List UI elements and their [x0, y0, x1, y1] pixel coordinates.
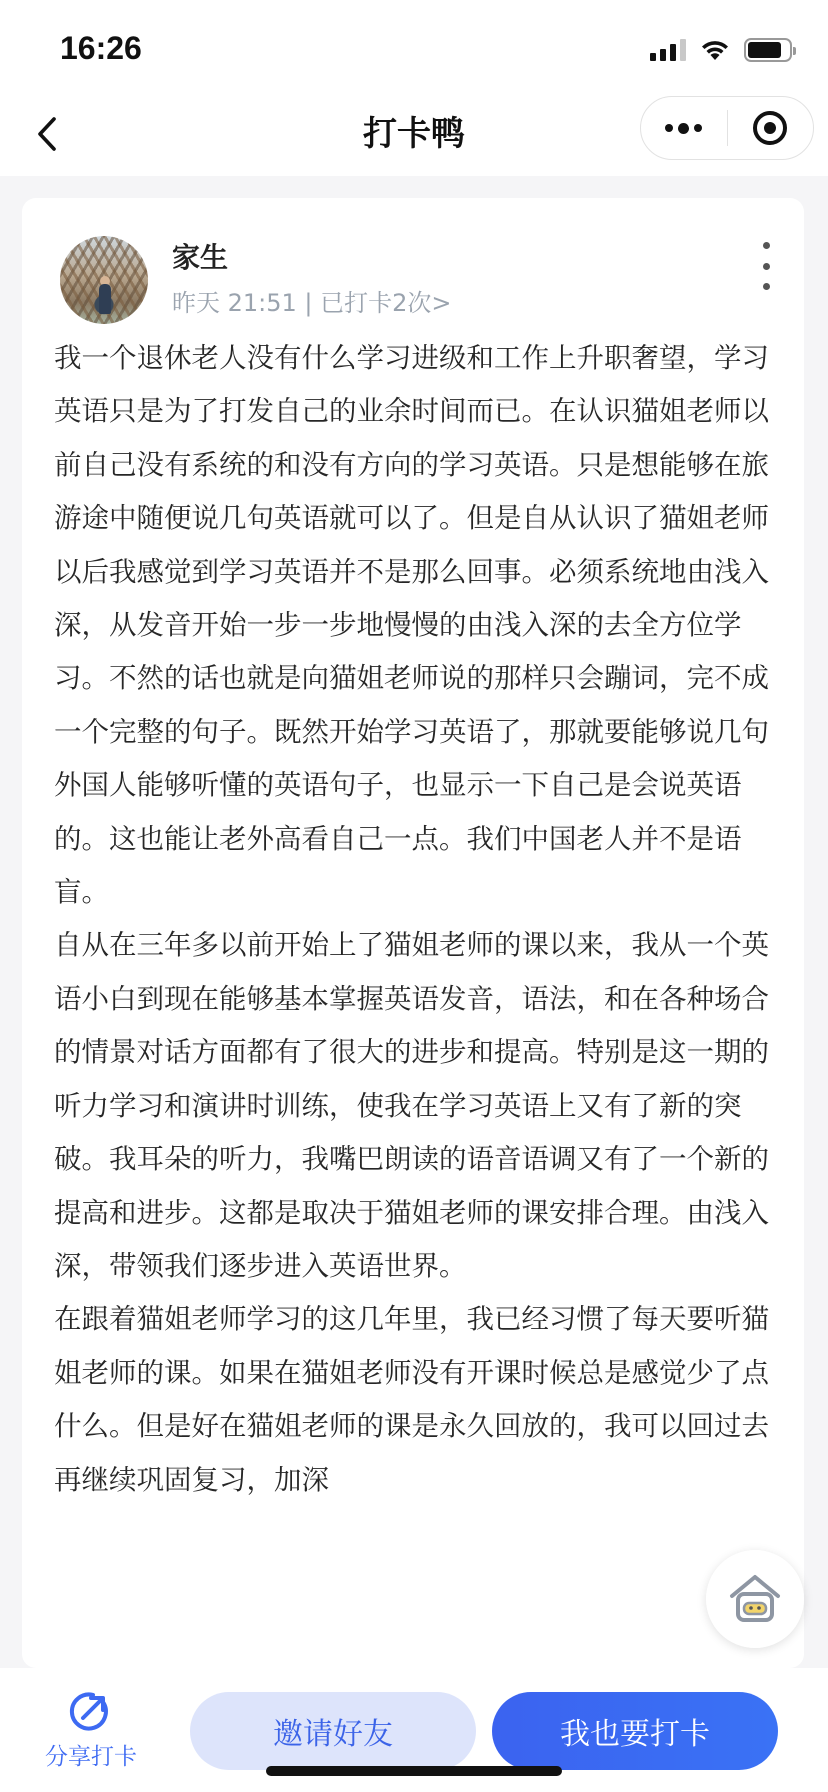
post-card: [22, 198, 804, 1668]
share-label: 分享打卡: [45, 1744, 137, 1770]
page-title: 打卡鸭: [363, 114, 465, 154]
post-paragraph: 我一个退休老人没有什么学习进级和工作上升职奢望，学习英语只是为了打发自己的业余时间而已。在认识猫姐老师以前自己没有系统的和没有方向的学习英语。只是想能够在旅游途中随便说几句英语就可以了。但是自从认识了猫姐老师以后我感觉到学习英语并不是那么回事。必须系统地由浅入深，从发音开始一步一步地慢慢的由浅入深的去全方位学习。不然的话也就是向猫姐老师说的那样只会蹦词，完不成一个完整的句子。既然开始学习英语了，那就要能够说几句外国人能够听懂的英语句子，也显示一下自己是会说英语的。这也能让老外高看自己一点。我们中国老人并不是语盲。: [54, 342, 769, 909]
status-icons: [650, 36, 792, 64]
post-meta[interactable]: 昨天 21:51 | 已打卡2次>: [172, 289, 452, 317]
post-paragraph: 自从在三年多以前开始上了猫姐老师的课以来，我从一个英语小白到现在能够基本掌握英语发音，语法，和在各种场合的情景对话方面都有了很大的进步和提高。特别是这一期的听力学习和演讲时训练，使我在学习英语上又有了新的突破。我耳朵的听力，我嘴巴朗读的语音语调又有了一个新的提高和进步。这都是取决于猫姐老师的课安排合理。由浅入深，带领我们逐步进入英语世界。: [54, 929, 769, 1282]
battery-icon: [744, 38, 792, 62]
close-mini-program-button[interactable]: [728, 97, 814, 159]
nav-bar: [0, 92, 828, 176]
home-float-button[interactable]: [706, 1550, 804, 1648]
cellular-signal-icon: [650, 39, 686, 61]
status-bar: [0, 0, 828, 92]
share-arrow-icon: [69, 1690, 113, 1734]
status-time: 16:26: [60, 30, 142, 66]
post-body: [54, 332, 772, 1507]
author-name[interactable]: 家生: [172, 241, 229, 274]
invite-friends-button[interactable]: 邀请好友: [190, 1692, 476, 1770]
post-paragraph: 在跟着猫姐老师学习的这几年里，我已经习惯了每天要听猫姐老师的课。如果在猫姐老师没有开课时候总是感觉少了点什么。但是好在猫姐老师的课是永久回放的，我可以回过去再继续巩固复习，加深: [54, 1303, 769, 1496]
more-button[interactable]: [641, 97, 727, 159]
target-icon: [753, 111, 787, 145]
more-horizontal-icon: [665, 123, 702, 134]
mini-program-capsule: [640, 96, 814, 160]
avatar[interactable]: [60, 236, 148, 324]
home-icon: [726, 1572, 784, 1626]
checkin-button[interactable]: 我也要打卡: [492, 1692, 778, 1770]
wifi-icon: [700, 38, 730, 62]
more-vertical-icon[interactable]: [754, 242, 778, 290]
share-checkin-button[interactable]: [30, 1690, 152, 1776]
home-indicator: [266, 1766, 562, 1776]
